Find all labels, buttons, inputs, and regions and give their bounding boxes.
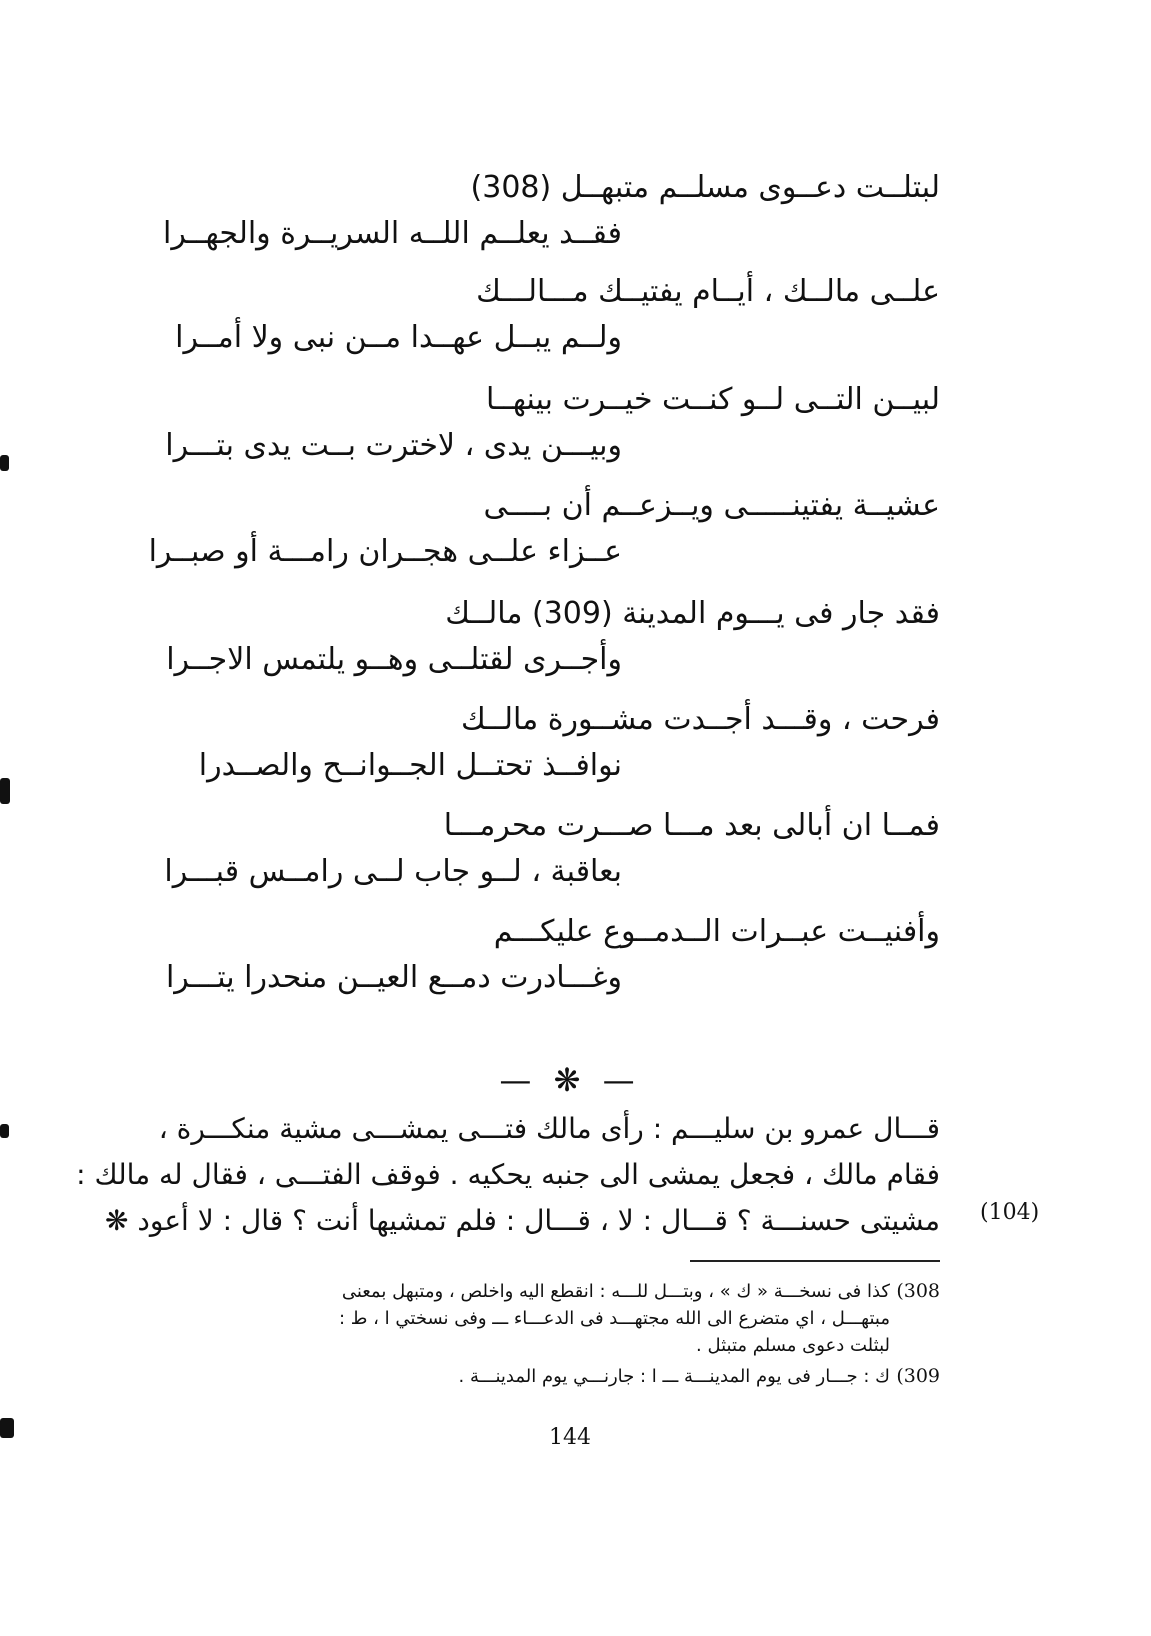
scan-edge-mark <box>0 455 9 471</box>
prose-line: فقام مالك ، فجعل يمشى الى جنبه يحكيه . فوقف الفتـــى ، فقال له مالك : <box>76 1158 940 1191</box>
scan-edge-mark <box>0 1124 9 1138</box>
verse-3 <box>165 380 940 480</box>
scan-edge-mark <box>0 1418 14 1438</box>
verse-hemistich-second: عــزاء علــى هجــران رامـــة أو صبــرا <box>148 534 622 569</box>
footnote-divider <box>690 1260 940 1262</box>
footnote-number: 309) <box>896 1365 940 1387</box>
verse-hemistich-first: عشيــة يفتينـــــى ويــزعــم أن بــــى <box>483 488 940 523</box>
verse-hemistich-first: فقد جار فى يـــوم المدينة (309) مالــك <box>445 596 940 631</box>
verse-hemistich-second: ولــم يبــل عهــدا مــن نبى ولا أمــرا <box>175 320 622 355</box>
verse-hemistich-first: فرحت ، وقـــد أجــدت مشــورة مالــك <box>461 702 940 737</box>
verse-4 <box>148 486 940 586</box>
verse-hemistich-second: وبيـــن يدى ، لاخترت بــت يدى بتـــرا <box>165 428 622 463</box>
verse-hemistich-first: لبتلــت دعــوى مسلــم متبهــل (308) <box>470 170 940 205</box>
scan-edge-mark <box>0 778 10 804</box>
verse-hemistich-second: وغـــادرت دمــع العيــن منحدرا يتـــرا <box>165 960 622 995</box>
verse-2 <box>175 272 940 372</box>
section-separator: — ❋ — <box>499 1061 641 1099</box>
verse-8 <box>165 912 940 1012</box>
footnote-line: لبثلت دعوى مسلم متبثل . <box>696 1335 890 1356</box>
margin-number: (104) <box>980 1200 1040 1225</box>
verse-hemistich-first: علــى مالــك ، أيــام يفتيــك مـــالـــك <box>476 274 940 309</box>
verse-hemistich-first: لبيــن التــى لــو كنــت خيــرت بينهــا <box>485 382 940 417</box>
footnotes <box>190 1278 940 1394</box>
prose-paragraph <box>76 1106 940 1244</box>
verse-7 <box>164 806 940 906</box>
footnote-line: مبتهـــل ، اي متضرع الى الله مجتهـــد فى الدعـــاء ـــ وفى نسختي ا ، ط : <box>339 1308 890 1329</box>
verse-hemistich-second: بعاقبة ، لــو جاب لــى رامــس قبـــرا <box>164 854 622 889</box>
prose-line: مشيتى حسنـــة ؟ قـــال : لا ، قـــال : فلم تمشيها أنت ؟ قال : لا أعود ❋ <box>105 1204 940 1237</box>
page-number: 144 <box>549 1425 591 1450</box>
footnote-308 <box>190 1278 940 1359</box>
verse-6 <box>180 700 940 800</box>
prose-line: قـــال عمرو بن سليـــم : رأى مالك فتـــى يمشـــى مشية منكـــرة ، <box>158 1112 940 1145</box>
footnote-line: كذا فى نسخـــة « ك » ، وبتـــل للـــه : انقطع اليه واخلص ، ومتبهل بمعنى <box>341 1281 890 1302</box>
footnote-number: 308) <box>896 1280 940 1302</box>
verse-hemistich-second: وأجــرى لقتلــى وهــو يلتمس الاجــرا <box>166 642 622 677</box>
verse-1 <box>163 168 940 268</box>
verse-5 <box>166 594 940 694</box>
footnote-309 <box>190 1363 940 1390</box>
verse-hemistich-second: فقــد يعلــم اللــه السريــرة والجهــرا <box>163 216 622 251</box>
footnote-line: ك : جـــار فى يوم المدينـــة ـــ ا : جارنـــي يوم المدينـــة . <box>458 1366 890 1387</box>
verse-hemistich-first: وأفنيــت عبــرات الــدمــوع عليكـــم <box>493 914 940 949</box>
verse-hemistich-first: فمــا ان أبالى بعد مـــا صـــرت محرمـــا <box>443 808 940 843</box>
verse-hemistich-second: نوافــذ تحتــل الجــوانــح والصــدرا <box>198 748 622 783</box>
